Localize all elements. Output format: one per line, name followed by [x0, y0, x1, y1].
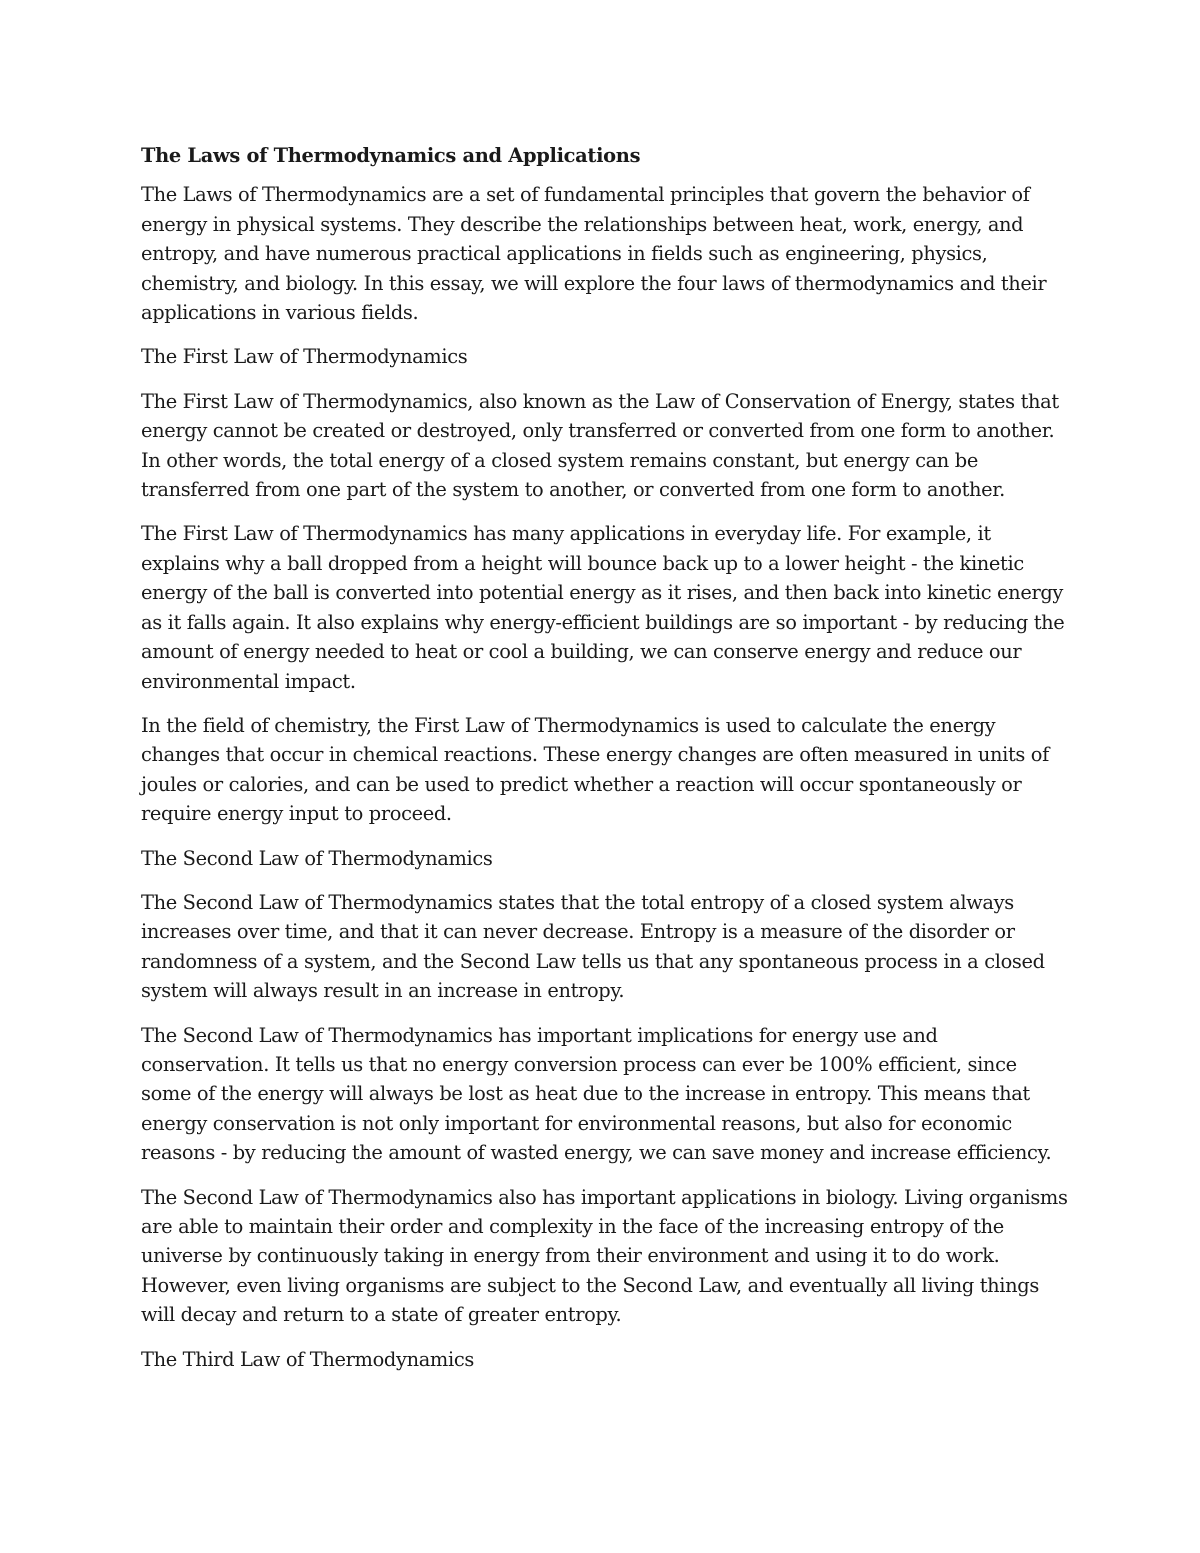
- first-law-paragraph-3: In the field of chemistry, the First Law of Thermodynamics is used to calculate the energy changes that occur in chemical reactions. These energy changes are often measured in units of joules or calories, and can be used to predict whether a reaction will occur spontaneously or require energy input to proceed.: [141, 713, 1049, 826]
- third-law-heading: The Third Law of Thermodynamics: [141, 1347, 474, 1371]
- second-law-paragraph-1: The Second Law of Thermodynamics states that the total entropy of a closed system always increases over time, and that it can never decrease. Entropy is a measure of the disorder or randomness of a system, and the Second Law tells us that any spontaneous process in a closed system will always result in an increase in entropy.: [141, 890, 1045, 1003]
- second-law-paragraph-2: The Second Law of Thermodynamics has important implications for energy use and conservation. It tells us that no energy conversion process can ever be 100% efficient, since some of the energy will always be lost as heat due to the increase in entropy. This means that energy conservation is not only important for environmental reasons, but also for economic reasons - by reducing the amount of wasted energy, we can save money and increase efficiency.: [141, 1023, 1052, 1165]
- first-law-heading: The First Law of Thermodynamics: [141, 345, 468, 369]
- first-law-paragraph-1: The First Law of Thermodynamics, also known as the Law of Conservation of Energy, states that energy cannot be created or destroyed, only transferred or converted from one form to another. In other words, the total energy of a closed system remains constant, but energy can be transferred from one part of the system to another, or converted from one form to another.: [141, 389, 1059, 502]
- second-law-paragraph-3: The Second Law of Thermodynamics also has important applications in biology. Living organisms are able to maintain their order and complexity in the face of the increasing entropy of the universe by continuously taking in energy from their environment and using it to do work. However, even living organisms are subject to the Second Law, and eventually all living things will decay and return to a state of greater entropy.: [141, 1185, 1068, 1327]
- first-law-paragraph-2: The First Law of Thermodynamics has many applications in everyday life. For example, it explains why a ball dropped from a height will bounce back up to a lower height - the kinetic energy of the ball is converted into potential energy as it rises, and then back into kinetic energy as it falls again. It also explains why energy-efficient buildings are so important - by reducing the amount of energy needed to heat or cool a building, we can conserve energy and reduce our environmental impact.: [141, 522, 1065, 693]
- second-law-heading: The Second Law of Thermodynamics: [141, 846, 493, 870]
- document-body: [141, 141, 1071, 1389]
- intro-paragraph: The Laws of Thermodynamics are a set of fundamental principles that govern the behavior of energy in physical systems. They describe the relationships between heat, work, energy, and entropy, and have numerous practical applications in fields such as engineering, physics, chemistry, and biology. In this essay, we will explore the four laws of thermodynamics and their applications in various fields.: [141, 183, 1047, 325]
- document-title: The Laws of Thermodynamics and Applications: [141, 144, 641, 167]
